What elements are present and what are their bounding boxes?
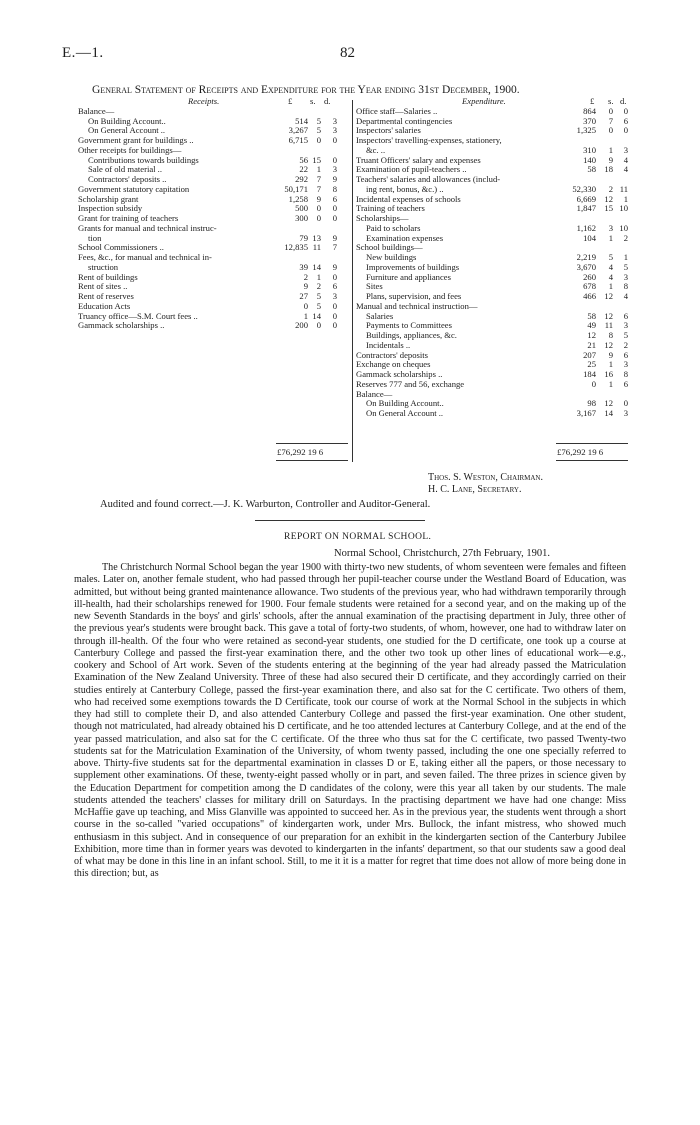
expenditure-pence: 6 (623, 310, 628, 321)
receipts-label: Scholarship grant (78, 194, 139, 204)
receipts-total-rule (276, 443, 348, 444)
receipts-shillings: 2 (316, 281, 321, 292)
expenditure-pence: 4 (623, 154, 628, 165)
expenditure-pounds: 2,219 (576, 252, 596, 262)
expenditure-label: School buildings— (356, 243, 423, 253)
receipts-label: Sale of old material .. (88, 165, 162, 175)
receipts-pence: 9 (332, 261, 337, 272)
receipts-label: Contractors' deposits .. (88, 175, 167, 184)
expenditure-shillings: 11 (604, 320, 613, 331)
receipts-shillings: 7 (316, 174, 321, 184)
expenditure-heading: Expenditure. (462, 97, 506, 106)
expenditure-pence: 10 (619, 203, 628, 214)
expenditure-pence: 3 (623, 359, 628, 370)
receipts-pence: 3 (332, 115, 337, 126)
expenditure-pence: 1 (623, 193, 628, 204)
chairman-signature: Thos. S. Weston, Chairman. (428, 472, 543, 483)
expenditure-row (356, 234, 630, 244)
expenditure-pounds: 12 (587, 330, 596, 340)
expenditure-shillings: 8 (608, 330, 613, 340)
expenditure-shillings: 18 (604, 164, 613, 175)
expenditure-pounds: 49 (587, 320, 596, 331)
currency-pounds-header: £ (288, 96, 293, 106)
receipts-shillings: 5 (316, 291, 321, 301)
expenditure-label: Contractors' deposits (356, 350, 428, 360)
receipts-pence: 6 (332, 193, 337, 204)
receipts-pounds: 300 (295, 213, 308, 223)
page-reference: E.—1. (62, 45, 104, 61)
receipts-pence: 6 (332, 281, 337, 292)
receipts-row (78, 136, 348, 146)
expenditure-shillings: 1 (608, 359, 613, 370)
receipts-label: Rent of reserves (78, 292, 134, 301)
receipts-label: Grant for training of teachers (78, 214, 179, 223)
expenditure-label: Office staff—Salaries .. (356, 106, 438, 116)
receipts-shillings: 5 (316, 115, 321, 126)
receipts-pounds: 50,171 (284, 183, 308, 194)
currency-shillings-header: s. (310, 96, 316, 106)
expenditure-pence: 3 (623, 144, 628, 155)
column-divider (352, 100, 353, 462)
report-body: The Christchurch Normal School began the year 1900 with thirty-two new students, of whom seventeen were females and fifteen males. Later on, another female student, who had passed through her pupil-teacher course under the Westland Board of Education, was admitted, but without being granted maintenance allowance. Two students of the previous year, who had withdrawn temporarily through ill-health, had their scholarships renewed for 1900. Four female students were retained for a second year, and on the making up of the new Seventh Standards in the boys' and girls' schools, after the annual examination of the practising department in July, three other of the previous year's students were brought back. This gave a total of forty-two students, of whom, however, one had to withdraw later on through ill-health. Of the four who were retained as second-year students, one studied for the D certificate, one took up a course at Canterbury College and passed the first-year examination there, and the other two took up other lines of educational work—e.g., cookery and School of Art work. Seven of the students entering at the beginning of the year had already passed the Matriculation Examination of the New Zealand University. Three of these had also secured their D certificate, and they accordingly carried on their studies entirely at Canterbury College, passed the first-year examination there, and also sat for the C certificate. Two others of them, who had received some exemptions towards the D Certificate, took our course of work at the Normal School in the subjects in which they had still to complete their D, and also attended Canterbury College and passed the first-year examination. One other student, though not matriculated, had already obtained his D certificate, and he too attended lectures at Canterbury College, and at the end of the year passed matriculation, and also sat for the C certificate. Of the three who thus sat for the C certificate, two passed Twenty-two students sat for the Matriculation Examination of the University, of whom twenty passed, including the one one specially referred to above. Thirty-five students sat for the departmental examination in classes D or E, taking either all the papers, or those necessary to supplement other examinations. Of these, twenty-eight passed wholly or in part, and seven failed. The three prizes in science given by the Education Department for competition among the D candidates of the colony, were this year all taken by our students. The male students attended the teachers' classes for military drill on Saturdays. In the practising department we have had one change: Miss McHaffie gave up teaching, and Miss Glanville was appointed to succeed her. As in the previous year, the students went through a short course in the so-called "varied occupations" of kindergarten work, under Mrs. Bullock, the infant mistress, who showed much enthusiasm in this subject. And in consequence of our preparation for an exhibit in the kindergarten section of the Canterbury Jubilee Exhibition, more time than in former years was devoted to kindergarten in the infants' department, so that our students saw a good deal of what may be done in this line in an infant school. Still, to me it it is a matter for regret that time does not allow of more being done in this direction; but, as (74, 562, 626, 880)
receipts-pounds: 1,258 (288, 193, 308, 204)
expenditure-pence: 6 (623, 115, 628, 126)
expenditure-label: ing rent, bonus, &c.) .. (366, 184, 444, 194)
receipts-row (78, 321, 348, 331)
receipts-label: Contributions towards buildings (88, 155, 199, 165)
receipts-pounds: 514 (295, 115, 308, 126)
expenditure-pounds: 21 (587, 339, 596, 350)
expenditure-pounds: 184 (583, 369, 596, 379)
expenditure-label: On General Account .. (366, 409, 444, 418)
receipts-pence: 8 (332, 183, 337, 194)
expenditure-column (356, 97, 630, 419)
expenditure-pence: 8 (623, 369, 628, 379)
receipts-pounds: 27 (299, 291, 308, 301)
receipts-pence: 0 (332, 310, 337, 321)
expenditure-shillings: 12 (604, 339, 613, 350)
expenditure-pounds: 1,162 (576, 222, 596, 233)
expenditure-shillings: 3 (608, 222, 613, 233)
expenditure-pence: 5 (623, 330, 628, 340)
receipts-pounds: 500 (295, 203, 308, 214)
expenditure-shillings: 1 (608, 378, 613, 389)
receipts-pounds: 9 (303, 281, 308, 292)
section-rule (255, 520, 425, 521)
expenditure-shillings: 4 (608, 271, 613, 282)
expenditure-pounds: 1,325 (576, 125, 596, 136)
expenditure-pounds: 104 (583, 232, 596, 243)
expenditure-pence: 1 (623, 252, 628, 262)
expenditure-label: Buildings, appliances, &c. (366, 331, 457, 340)
receipts-shillings: 13 (312, 232, 321, 243)
expenditure-pence: 6 (623, 378, 628, 389)
expenditure-label: New buildings (366, 253, 417, 262)
expenditure-pounds: 310 (583, 144, 596, 155)
receipts-label: Government grant for buildings .. (78, 136, 194, 145)
expenditure-row (356, 380, 630, 390)
expenditure-pence: 11 (619, 183, 628, 194)
receipts-pounds: 56 (299, 154, 308, 165)
receipts-pounds: 39 (299, 261, 308, 272)
expenditure-total-underline (556, 460, 628, 461)
statement-title: General Statement of Receipts and Expenditure for the Year ending 31st December, 1900. (92, 84, 520, 96)
receipts-label: Truancy office—S.M. Court fees .. (78, 311, 198, 321)
expenditure-pence: 4 (623, 291, 628, 301)
receipts-label: Fees, &c., for manual and technical in- (78, 253, 212, 262)
receipts-shillings: 11 (312, 242, 321, 253)
expenditure-pence: 0 (623, 105, 628, 116)
expenditure-shillings: 7 (608, 115, 613, 126)
expenditure-pounds: 260 (583, 271, 596, 282)
expenditure-pounds: 58 (587, 164, 596, 175)
expenditure-pounds: 864 (583, 105, 596, 116)
receipts-shillings: 1 (316, 164, 321, 175)
expenditure-shillings: 12 (604, 193, 613, 204)
expenditure-shillings: 0 (608, 105, 613, 116)
expenditure-label: Examination of pupil-teachers .. (356, 165, 467, 175)
expenditure-label: Furniture and appliances (366, 272, 451, 282)
receipts-pounds: 200 (295, 320, 308, 331)
receipts-heading: Receipts. (188, 97, 220, 106)
receipts-pence: 0 (332, 213, 337, 223)
expenditure-pounds: 370 (583, 115, 596, 126)
expenditure-pence: 0 (623, 398, 628, 409)
expenditure-pence: 10 (619, 222, 628, 233)
expenditure-label: Inspectors' travelling-expenses, stationery, (356, 136, 502, 145)
expenditure-pounds: 0 (591, 378, 596, 389)
expenditure-pounds: 466 (583, 291, 596, 301)
receipts-label: Other receipts for buildings— (78, 145, 182, 155)
expenditure-pounds: 1,847 (576, 203, 596, 214)
receipts-label: Gammack scholarships .. (78, 321, 165, 331)
receipts-column (78, 97, 348, 331)
expenditure-shillings: 15 (604, 203, 613, 214)
expenditure-label: Gammack scholarships .. (356, 370, 443, 379)
page-number: 82 (340, 45, 355, 61)
expenditure-label: Balance— (356, 389, 393, 399)
expenditure-label: Inspectors' salaries (356, 126, 421, 136)
receipts-label: struction (88, 262, 119, 272)
receipts-pounds: 2 (303, 271, 308, 282)
receipts-pence: 0 (332, 271, 337, 282)
receipts-pounds: 1 (303, 310, 308, 321)
expenditure-pounds: 58 (587, 310, 596, 321)
receipts-pounds: 12,835 (284, 242, 308, 253)
receipts-pounds: 3,267 (288, 125, 308, 136)
currency-shillings-header: s. (608, 96, 614, 106)
receipts-total-underline (276, 460, 348, 461)
receipts-shillings: 9 (316, 193, 321, 204)
expenditure-shillings: 9 (608, 154, 613, 165)
expenditure-pence: 0 (623, 125, 628, 136)
expenditure-row (356, 126, 630, 136)
expenditure-shillings: 1 (608, 232, 613, 243)
expenditure-pence: 8 (623, 281, 628, 292)
expenditure-label: &c. .. (366, 145, 386, 155)
expenditure-shillings: 12 (604, 310, 613, 321)
expenditure-label: Payments to Committees (366, 321, 452, 331)
receipts-pence: 9 (332, 232, 337, 243)
receipts-label: On General Account .. (88, 126, 166, 136)
expenditure-pence: 3 (623, 408, 628, 418)
expenditure-pounds: 140 (583, 154, 596, 165)
expenditure-shillings: 16 (604, 369, 613, 379)
receipts-pounds: 292 (295, 174, 308, 184)
receipts-shillings: 0 (316, 203, 321, 214)
expenditure-label: Examination expenses (366, 233, 444, 243)
expenditure-label: On Building Account.. (366, 399, 444, 409)
receipts-label: Inspection subsidy (78, 204, 143, 214)
expenditure-shillings: 4 (608, 261, 613, 272)
receipts-label: Education Acts (78, 301, 131, 311)
receipts-pence: 9 (332, 174, 337, 184)
receipts-label: Rent of sites .. (78, 282, 128, 292)
expenditure-shillings: 1 (608, 281, 613, 292)
expenditure-row (356, 165, 630, 175)
expenditure-shillings: 12 (604, 291, 613, 301)
expenditure-label: Salaries (366, 311, 394, 321)
receipts-shillings: 5 (316, 300, 321, 311)
report-title: REPORT ON NORMAL SCHOOL. (284, 532, 432, 542)
receipts-shillings: 14 (312, 261, 321, 272)
expenditure-row (356, 204, 630, 214)
receipts-label: Government statutory capitation (78, 184, 190, 194)
expenditure-row (356, 292, 630, 302)
receipts-shillings: 5 (316, 125, 321, 136)
receipts-label: School Commissioners .. (78, 243, 164, 253)
expenditure-pounds: 25 (587, 359, 596, 370)
receipts-pounds: 79 (299, 232, 308, 243)
expenditure-label: Incidentals .. (366, 340, 411, 350)
expenditure-label: Plans, supervision, and fees (366, 292, 462, 301)
receipts-shillings: 15 (312, 154, 321, 165)
expenditure-pence: 5 (623, 261, 628, 272)
receipts-pence: 0 (332, 203, 337, 214)
expenditure-shillings: 14 (604, 408, 613, 418)
expenditure-pence: 3 (623, 320, 628, 331)
report-place-date: Normal School, Christchurch, 27th February, 1901. (334, 548, 550, 559)
expenditure-pounds: 3,167 (576, 408, 596, 418)
expenditure-label: Manual and technical instruction— (356, 301, 478, 311)
receipts-pence: 3 (332, 291, 337, 301)
receipts-pence: 7 (332, 242, 337, 253)
expenditure-row (356, 409, 630, 419)
expenditure-shillings: 0 (608, 125, 613, 136)
expenditure-shillings: 5 (608, 252, 613, 262)
expenditure-label: Departmental contingencies (356, 116, 453, 126)
expenditure-label: Reserves 777 and 56, exchange (356, 379, 465, 389)
expenditure-pence: 3 (623, 271, 628, 282)
expenditure-pounds: 3,670 (576, 261, 596, 272)
expenditure-pounds: 678 (583, 281, 596, 292)
expenditure-pence: 2 (623, 232, 628, 243)
expenditure-label: Paid to scholars (366, 223, 421, 233)
expenditure-row (356, 370, 630, 380)
receipts-label: Balance— (78, 106, 115, 116)
receipts-pounds: 22 (299, 164, 308, 175)
audit-statement: Audited and found correct.—J. K. Warburton, Controller and Auditor-General. (100, 499, 431, 510)
expenditure-pounds: 52,330 (572, 183, 596, 194)
expenditure-pence: 4 (623, 164, 628, 175)
receipts-label: On Building Account.. (88, 116, 166, 126)
receipts-pence: 0 (332, 154, 337, 165)
receipts-label: tion (88, 233, 102, 243)
expenditure-shillings: 9 (608, 349, 613, 360)
receipts-pence: 0 (332, 300, 337, 311)
expenditure-label: Exchange on cheques (356, 360, 431, 370)
receipts-shillings: 0 (316, 213, 321, 223)
expenditure-label: Scholarships— (356, 214, 409, 223)
currency-pounds-header: £ (590, 96, 595, 106)
receipts-pounds: 0 (303, 300, 308, 311)
expenditure-total: £76,292 19 6 (557, 447, 604, 457)
receipts-label: Grants for manual and technical instruc- (78, 223, 217, 233)
receipts-pence: 3 (332, 125, 337, 136)
receipts-shillings: 7 (316, 183, 321, 194)
expenditure-label: Teachers' salaries and allowances (includ- (356, 175, 501, 184)
receipts-pence: 3 (332, 164, 337, 175)
expenditure-pounds: 98 (587, 398, 596, 409)
receipts-pounds: 6,715 (288, 135, 308, 145)
expenditure-label: Sites (366, 282, 383, 292)
receipts-shillings: 1 (316, 271, 321, 282)
receipts-label: Rent of buildings (78, 272, 138, 282)
expenditure-pence: 6 (623, 349, 628, 360)
expenditure-label: Training of teachers (356, 204, 425, 214)
receipts-pence: 0 (332, 320, 337, 331)
secretary-signature: H. C. Lane, Secretary. (428, 484, 522, 495)
expenditure-pounds: 6,669 (576, 193, 596, 204)
receipts-shillings: 0 (316, 320, 321, 331)
currency-pence-header: d. (620, 96, 627, 106)
expenditure-label: Improvements of buildings (366, 262, 460, 272)
receipts-pence: 0 (332, 135, 337, 145)
receipts-shillings: 14 (312, 310, 321, 321)
expenditure-total-rule (556, 443, 628, 444)
expenditure-pence: 2 (623, 339, 628, 350)
receipts-total: £76,292 19 6 (277, 447, 324, 457)
expenditure-pounds: 207 (583, 349, 596, 360)
receipts-row (78, 214, 348, 224)
currency-pence-header: d. (324, 96, 331, 106)
expenditure-shillings: 1 (608, 144, 613, 155)
receipts-shillings: 0 (316, 135, 321, 145)
expenditure-shillings: 2 (608, 183, 613, 194)
expenditure-label: Incidental expenses of schools (356, 194, 461, 204)
receipts-row (78, 243, 348, 253)
expenditure-shillings: 12 (604, 398, 613, 409)
expenditure-label: Truant Officers' salary and expenses (356, 155, 481, 165)
